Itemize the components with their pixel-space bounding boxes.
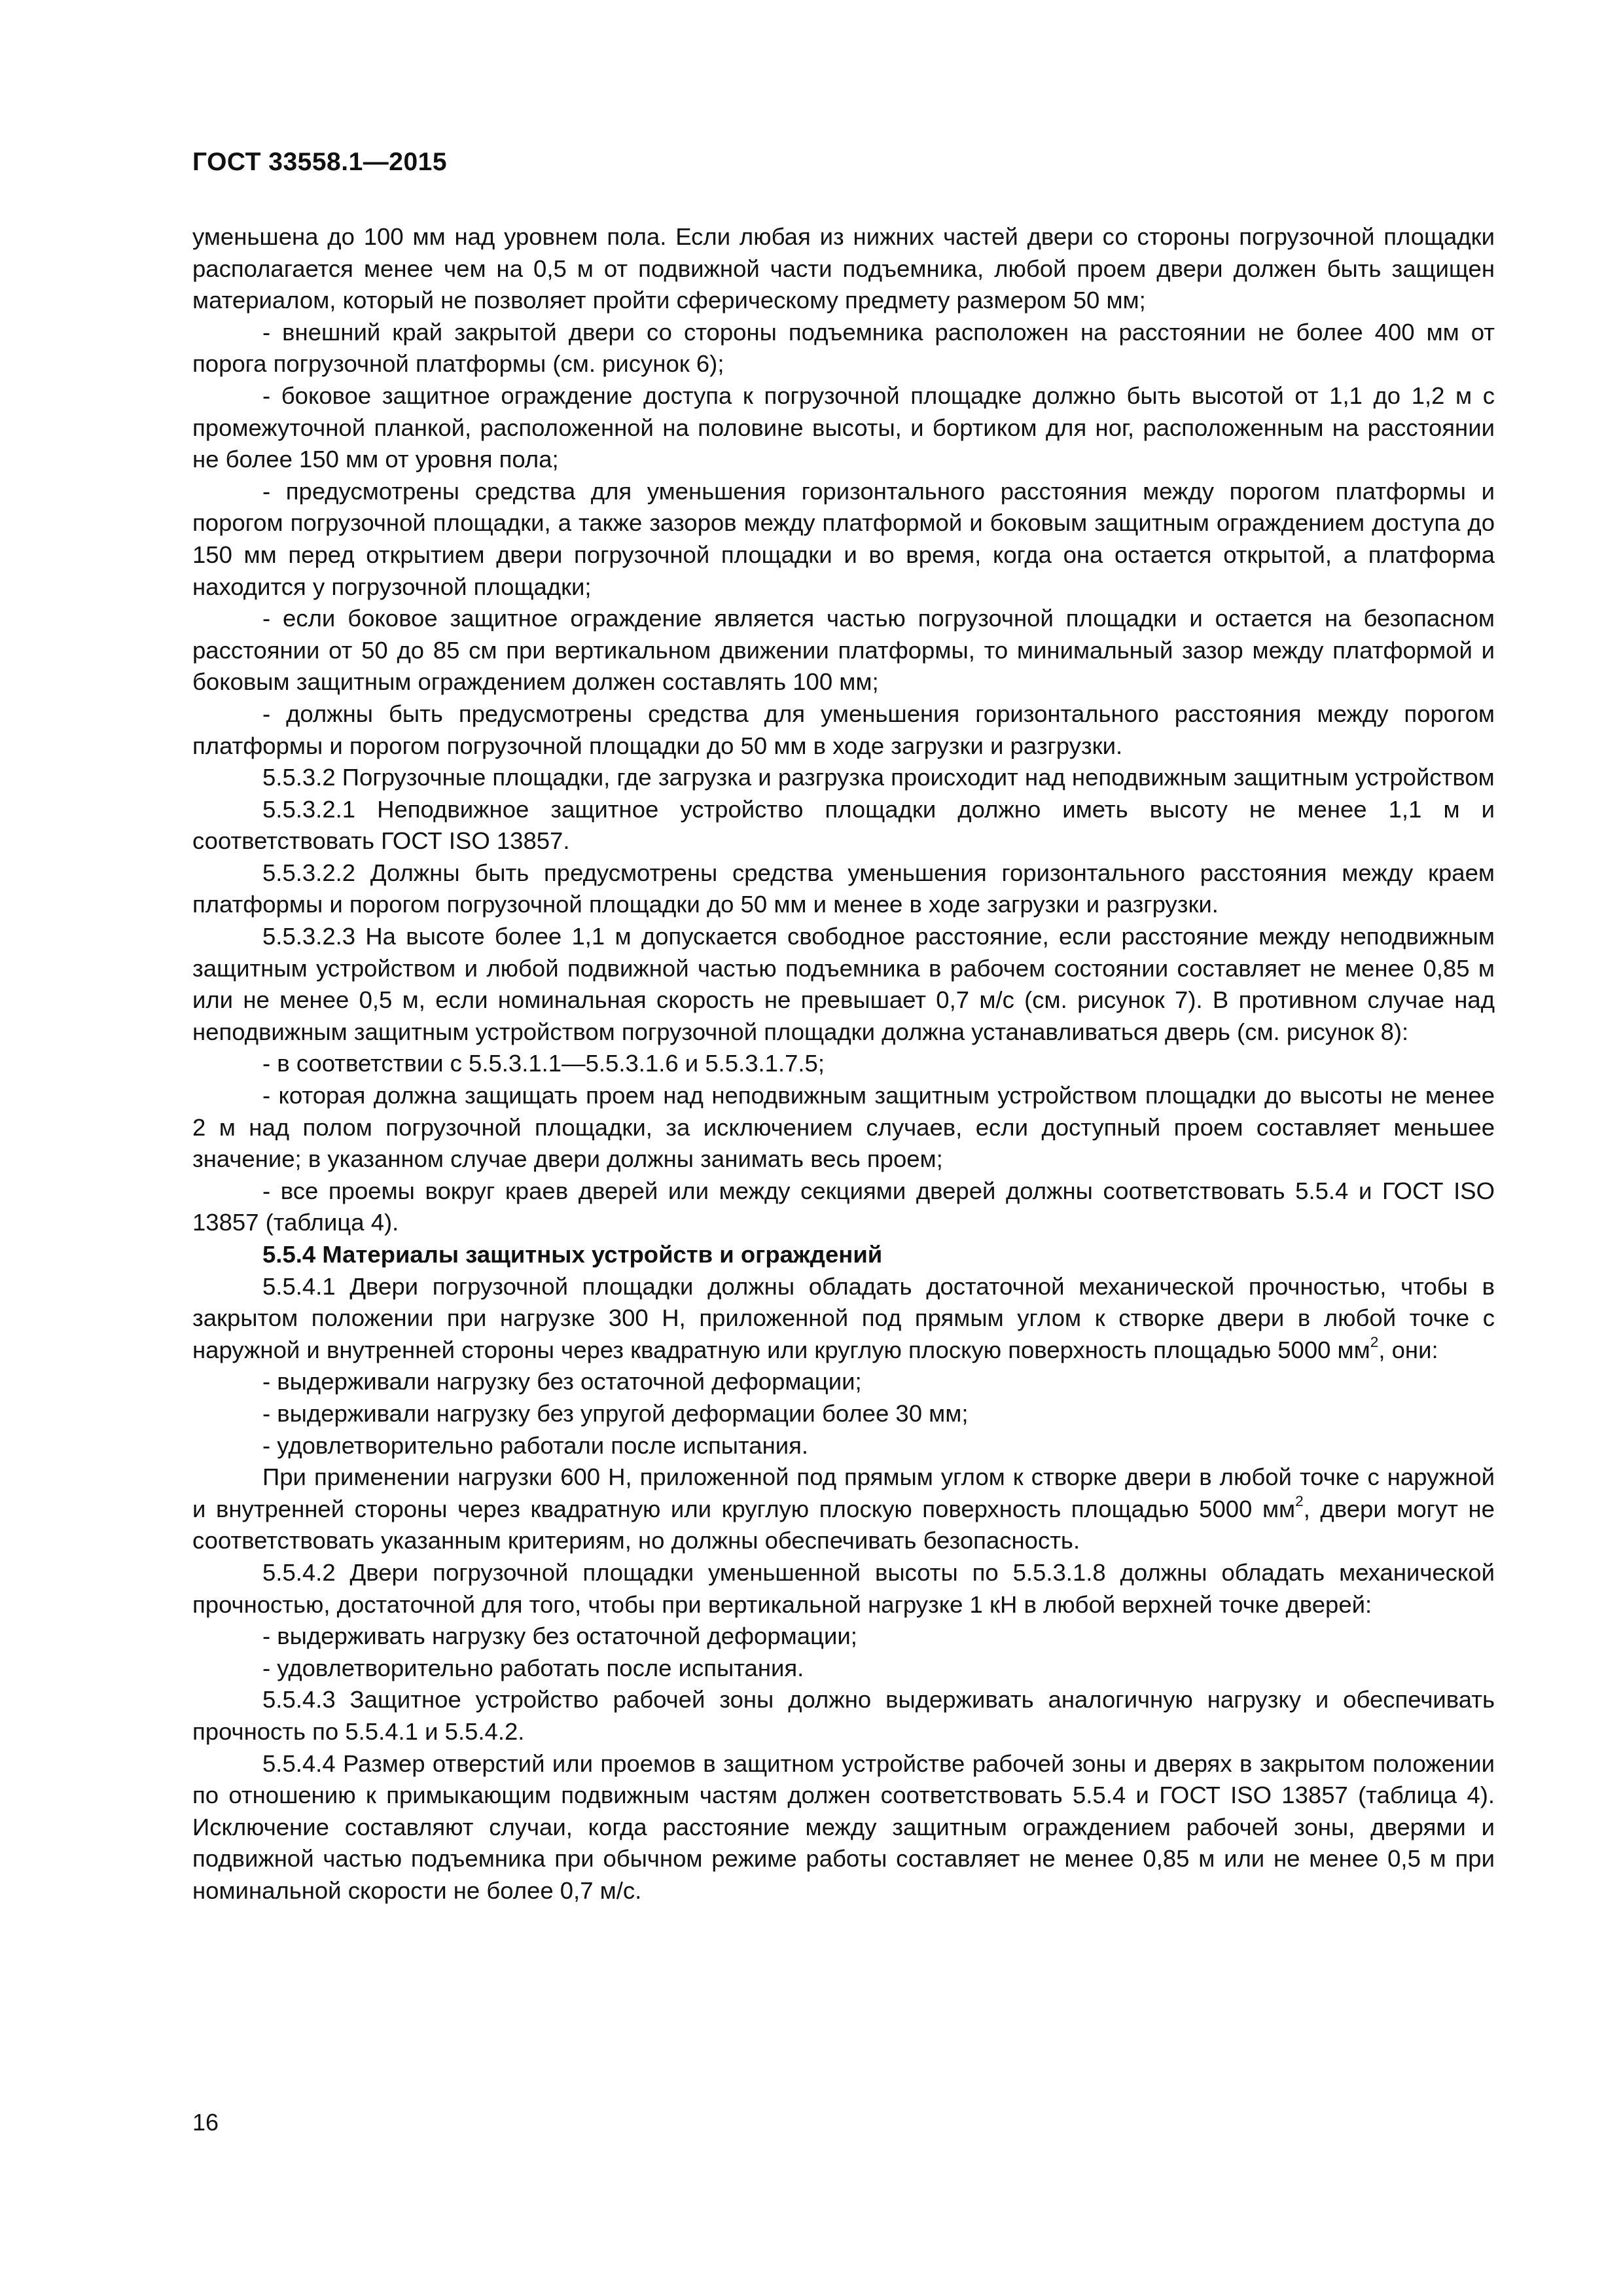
list-item: - удовлетворительно работать после испытания. [262, 1654, 804, 1681]
list-item: - внешний край закрытой двери со стороны подъемника расположен на расстоянии не более 400 мм от порога погрузочной платформы (см. рисунок 6); [192, 318, 1495, 378]
paragraph-tail: , двери могут не соответствовать указанным критериям, но должны обеспечивать безопасность. [192, 1495, 1495, 1554]
clause-5-5-3-2-1: 5.5.3.2.1 Неподвижное защитное устройство площадки должно иметь высоту не менее 1,1 м и соответствовать ГОСТ ISO 13857. [192, 795, 1495, 855]
section-heading-5-5-4: 5.5.4 Материалы защитных устройств и ограждений [262, 1241, 883, 1268]
list-item: - должны быть предусмотрены средства для уменьшения горизонтального расстояния между порогом платформы и порогом погрузочной площадки до 50 мм в ходе загрузки и разгрузки. [192, 700, 1495, 759]
list-item: - удовлетворительно работали после испытания. [262, 1431, 809, 1459]
paragraph: уменьшена до 100 мм над уровнем пола. Если любая из нижних частей двери со стороны погрузочной площадки располагается менее чем на 0,5 м от подвижной части подъемника, любой проем двери должен быть защищен материалом, который не позволяет пройти сферическому предмету размером 50 мм; [192, 223, 1495, 314]
list-item: - выдерживать нагрузку без остаточной деформации; [262, 1623, 857, 1650]
clause-5-5-4-2: 5.5.4.2 Двери погрузочной площадки уменьшенной высоты по 5.5.3.1.8 должны обладать механической прочностью, достаточной для того, чтобы при вертикальной нагрузке 1 кН в любой верхней точке дверей: [192, 1558, 1495, 1618]
clause-5-5-4-4: 5.5.4.4 Размер отверстий или проемов в защитном устройстве рабочей зоны и дверях в закрытом положении по отношению к примыкающим подвижным частям должен соответствовать 5.5.4 и ГОСТ ISO 13857 (таблица 4). Исключение составляют случаи, когда расстояние между защитным ограждением рабочей зоны, дверями и подвижной частью подъемника при обычном режиме работы составляет не менее 0,85 м или не менее 0,5 м при номинальной скорости не более 0,7 м/с. [192, 1749, 1495, 1904]
list-item: - в соответствии с 5.5.3.1.1—5.5.3.1.6 и 5.5.3.1.7.5; [262, 1050, 825, 1077]
paragraph-tail: , они: [1378, 1336, 1438, 1363]
clause-5-5-4-1 [192, 1271, 1495, 1367]
list-item: - которая должна защищать проем над неподвижным защитным устройством площадки до высоты не менее 2 м над полом погрузочной площадки, за исключением случаев, если доступный проем составляет меньшее значение; в указанном случае двери должны занимать весь проем; [192, 1082, 1495, 1173]
page-number: 16 [192, 2109, 219, 2136]
list-item: - все проемы вокруг краев дверей или между секциями дверей должны соответствовать 5.5.4 и ГОСТ ISO 13857 (таблица 4). [192, 1177, 1495, 1236]
list-item: - боковое защитное ограждение доступа к погрузочной площадке должно быть высотой от 1,1 до 1,2 м с промежуточной планкой, расположенной на половине высоты, и бортиком для ног, расположенным на расстоянии не более 150 мм от уровня пола; [192, 382, 1495, 473]
list-item: - выдерживали нагрузку без остаточной деформации; [262, 1368, 862, 1395]
paragraph-text: 5.5.4.1 Двери погрузочной площадки должны обладать достаточной механической прочностью, чтобы в закрытом положении при нагрузке 300 Н, приложенной под прямым углом к створке двери в любой точке с наружной и внутренней стороны через квадратную или круглую плоскую поверхность площадью 5000 мм [192, 1272, 1495, 1363]
list-item: - если боковое защитное ограждение является частью погрузочной площадки и остается на безопасном расстоянии от 50 до 85 см при вертикальном движении платформы, то минимальный зазор между платформой и боковым защитным ограждением должен составлять 100 мм; [192, 605, 1495, 696]
superscript: 2 [1295, 1492, 1304, 1509]
list-item: - предусмотрены средства для уменьшения горизонтального расстояния между порогом платформы и порогом погрузочной площадки, а также зазоров между платформой и боковым защитным ограждением доступа до 150 мм перед открытием двери погрузочной площадки и во время, когда она остается открытой, а платформа находится у погрузочной площадки; [192, 477, 1495, 600]
standard-code-header: ГОСТ 33558.1—2015 [192, 148, 448, 176]
clause-5-5-4-3: 5.5.4.3 Защитное устройство рабочей зоны должно выдерживать аналогичную нагрузку и обеспечивать прочность по 5.5.4.1 и 5.5.4.2. [192, 1686, 1495, 1745]
superscript: 2 [1370, 1333, 1379, 1350]
paragraph-text: При применении нагрузки 600 Н, приложенной под прямым углом к створке двери в любой точке с наружной и внутренней стороны через квадратную или круглую плоскую поверхность площадью 5000 мм [192, 1463, 1495, 1522]
clause-5-5-3-2-3: 5.5.3.2.3 На высоте более 1,1 м допускается свободное расстояние, если расстояние между неподвижным защитным устройством и любой подвижной частью подъемника в рабочем состоянии составляет не менее 0,85 м или не менее 0,5 м, если номинальная скорость не превышает 0,7 м/с (см. рисунок 7). В противном случае над неподвижным защитным устройством погрузочной площадки должна устанавливаться дверь (см. рисунок 8): [192, 923, 1495, 1045]
list-item: - выдерживали нагрузку без упругой деформации более 30 мм; [262, 1399, 969, 1427]
document-body [192, 221, 1495, 1907]
clause-5-5-3-2-2: 5.5.3.2.2 Должны быть предусмотрены средства уменьшения горизонтального расстояния между краем платформы и порогом погрузочной площадки до 50 мм и менее в ходе загрузки и разгрузки. [192, 859, 1495, 918]
paragraph [192, 1462, 1495, 1557]
clause-5-5-3-2: 5.5.3.2 Погрузочные площадки, где загрузка и разгрузка происходит над неподвижным защитным устройством [262, 764, 1495, 791]
